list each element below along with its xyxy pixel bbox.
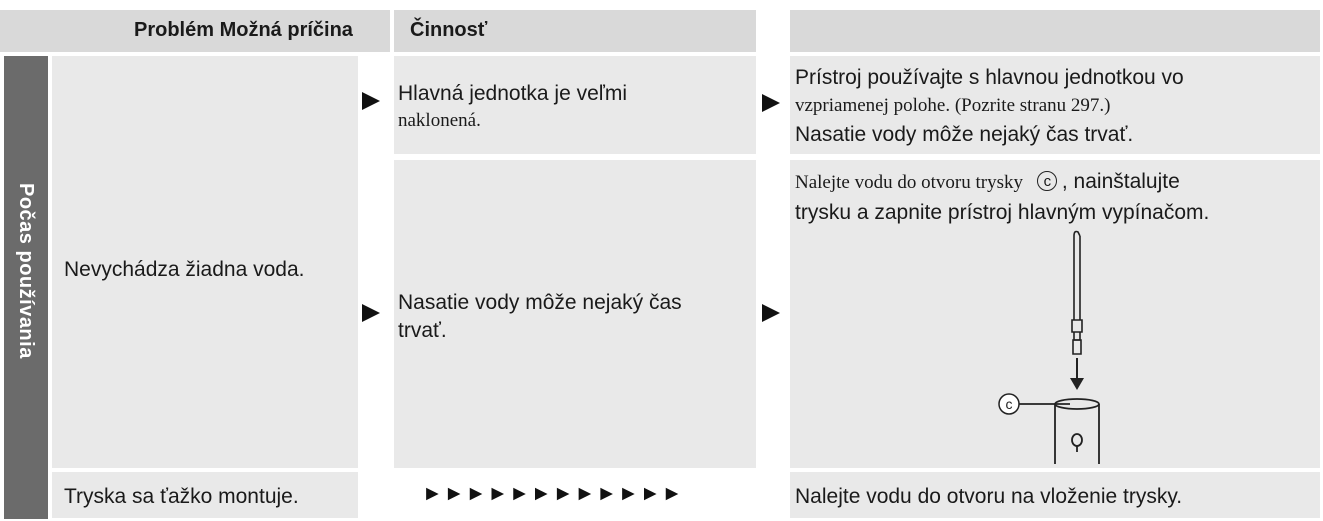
cause-2-line1: Nasatie vody môže nejaký čas	[398, 291, 682, 314]
marker-c-icon: c	[1037, 171, 1057, 191]
arrow-icon	[762, 94, 780, 112]
diagram-marker-c: c	[1005, 396, 1013, 412]
nozzle-diagram	[990, 228, 1130, 468]
action-2-line2: trysku a zapnite prístroj hlavným vypínačom.	[795, 201, 1210, 224]
arrow-icon	[762, 304, 780, 322]
action-2-line1-part1: Nalejte vodu do otvoru trysky	[795, 172, 1023, 193]
header-blank-cell	[790, 10, 1320, 52]
problem-text-1: Nevychádza žiadna voda.	[64, 258, 305, 281]
cause-1-line1: Hlavná jednotka je veľmi	[398, 82, 628, 105]
problem-text-2: Tryska sa ťažko montuje.	[64, 485, 299, 508]
action-2-line1	[795, 168, 1180, 196]
action-2-line1-part2: , nainštalujte	[1061, 170, 1180, 193]
arrow-icon	[362, 92, 380, 110]
arrow-icon	[362, 304, 380, 322]
action-3: Nalejte vodu do otvoru na vloženie trysky.	[795, 485, 1183, 508]
header-action: Činnosť	[410, 19, 488, 41]
action-1-line3: Nasatie vody môže nejaký čas trvať.	[795, 123, 1134, 146]
cause-1-line2: naklonená.	[398, 110, 481, 131]
arrow-fill-row: ►►►►►►►►►►►►	[422, 482, 684, 505]
action-1-line1: Prístroj používajte s hlavnou jednotkou vo	[795, 66, 1184, 89]
action-1-line2: vzpriamenej polohe. (Pozrite stranu 297.)	[795, 95, 1111, 116]
section-label: Počas používania	[15, 183, 37, 359]
cause-2-line2: trvať.	[398, 319, 447, 342]
header-problem-cause: Problém Možná príčina	[134, 19, 353, 41]
